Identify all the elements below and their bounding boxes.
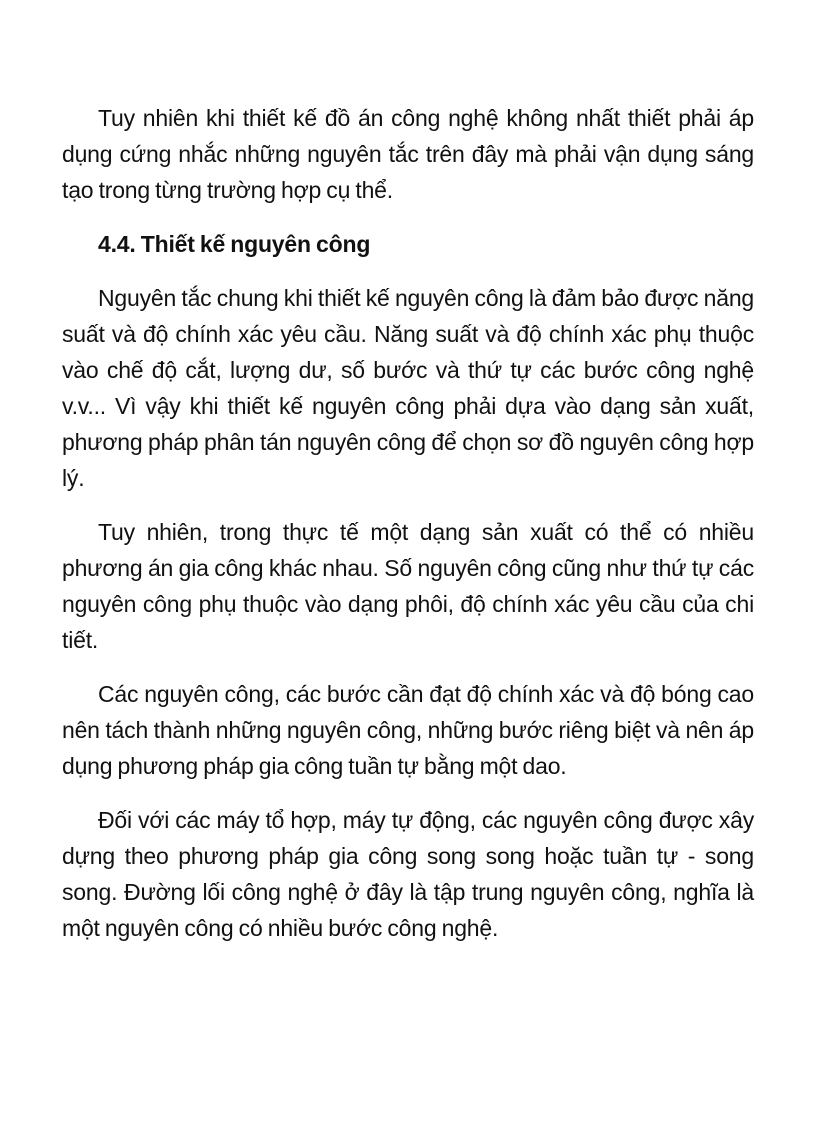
- paragraph-principle: Nguyên tắc chung khi thiết kế nguyên công là đảm bảo được năng suất và độ chính xác yêu cầu. Năng suất và độ chính xác phụ thuộc vào chế độ cắt, lượng dư, số bước và thứ tự các bước công nghệ v.v... Vì vậy khi thiết kế nguyên công phải dựa vào dạng sản xuất, phương pháp phân tán nguyên công để chọn sơ đồ nguyên công hợp lý.: [62, 285, 754, 491]
- paragraph-options: Tuy nhiên, trong thực tế một dạng sản xuất có thể có nhiều phương án gia công khác nhau. Số nguyên công cũng như thứ tự các nguyên công phụ thuộc vào dạng phôi, độ chính xác yêu cầu của chi tiết.: [62, 519, 754, 653]
- section-heading: 4.4. Thiết kế nguyên công: [98, 231, 371, 257]
- paragraph-automation: Đối với các máy tổ hợp, máy tự động, các nguyên công được xây dựng theo phương pháp gia công song song hoặc tuần tự - song song. Đường lối công nghệ ở đây là tập trung nguyên công, nghĩa là một nguyên công có nhiều bước công nghệ.: [62, 807, 754, 941]
- paragraph-precision: Các nguyên công, các bước cần đạt độ chính xác và độ bóng cao nên tách thành những nguyên công, những bước riêng biệt và nên áp dụng phương pháp gia công tuần tự bằng một dao.: [62, 681, 754, 779]
- paragraph-intro: Tuy nhiên khi thiết kế đồ án công nghệ không nhất thiết phải áp dụng cứng nhắc những nguyên tắc trên đây mà phải vận dụng sáng tạo trong từng trường hợp cụ thể.: [62, 105, 754, 203]
- document-page: [62, 100, 754, 964]
